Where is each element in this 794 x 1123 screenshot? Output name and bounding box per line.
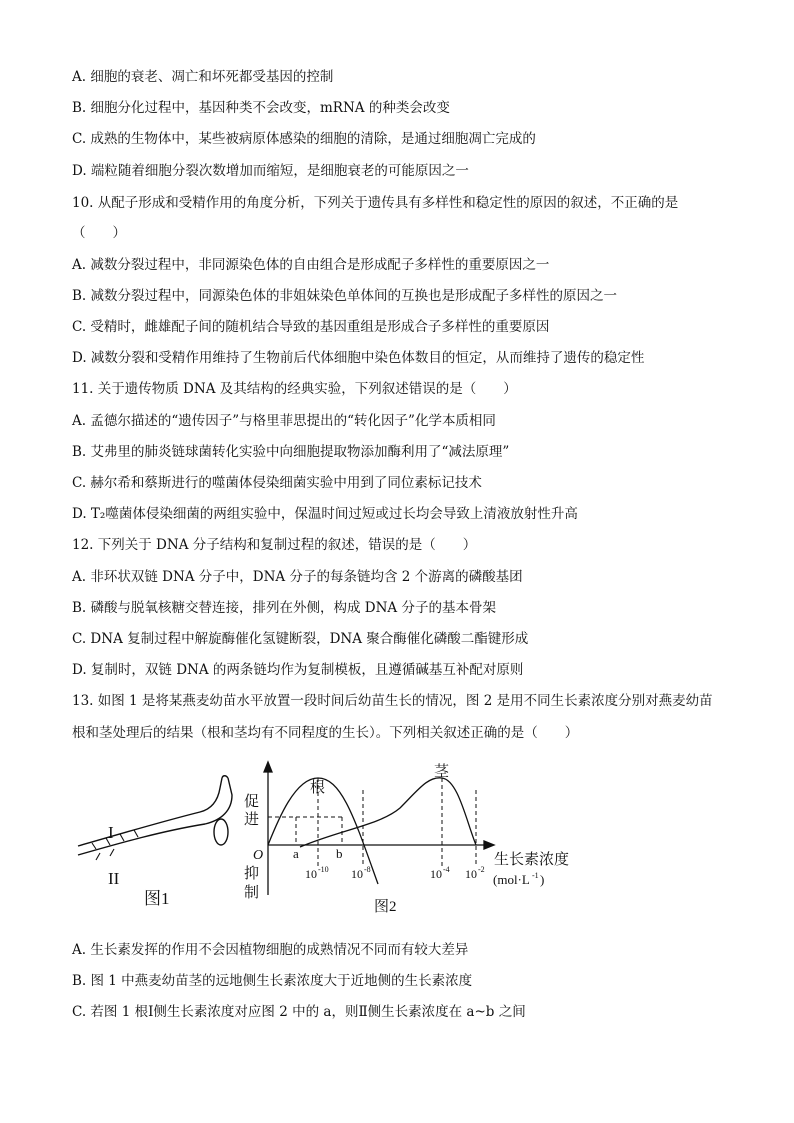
fig1-label-II: II — [108, 869, 120, 888]
root-hairs — [92, 830, 138, 860]
option-line: C. 若图 1 根Ⅰ侧生长素浓度对应图 2 中的 a，则Ⅱ侧生长素浓度在 a~b 之间 — [72, 1004, 526, 1020]
svg-text:-2: -2 — [478, 865, 485, 874]
svg-text:10: 10 — [351, 867, 363, 881]
svg-text:(mol·L: (mol·L — [493, 872, 530, 887]
promote-label-1: 促 — [244, 794, 260, 810]
origin-label: O — [253, 848, 264, 863]
text-line: D. T₂噬菌体侵染细菌的两组实验中，保温时间过短或过长均会导致上清液放射性升高 — [72, 506, 578, 522]
text-line: C. 成熟的生物体中，某些被病原体感染的细胞的清除，是通过细胞凋亡完成的 — [72, 131, 536, 147]
figure-2 — [264, 762, 494, 895]
tick-label-2 — [351, 865, 371, 881]
option-line: B. 图 1 中燕麦幼苗茎的远地侧生长素浓度大于近地侧的生长素浓度 — [72, 973, 473, 989]
seedling-stem-lower — [78, 778, 232, 855]
stem-curve — [300, 778, 476, 847]
svg-text:10: 10 — [465, 867, 477, 881]
text-line: 13. 如图 1 是将某燕麦幼苗水平放置一段时间后幼苗生长的情况，图 2 是用不同生长素浓度分别对燕麦幼苗 — [72, 693, 713, 709]
svg-text:-4: -4 — [443, 865, 450, 874]
text-line: 11. 关于遗传物质 DNA 及其结构的经典实验，下列叙述错误的是（ ） — [72, 381, 517, 397]
option-line: A. 生长素发挥的作用不会因植物细胞的成熟情况不同而有较大差异 — [72, 942, 469, 958]
fig1-caption: 图1 — [144, 889, 170, 908]
text-line: 10. 从配子形成和受精作用的角度分析，下列关于遗传具有多样性和稳定性的原因的叙述，不正确的是 — [72, 195, 679, 211]
text-line: （ ） — [72, 225, 126, 241]
fig2-caption: 图2 — [374, 899, 397, 915]
svg-text:): ) — [540, 872, 545, 887]
text-line: 12. 下列关于 DNA 分子结构和复制过程的叙述，错误的是（ ） — [72, 537, 477, 553]
svg-text:10: 10 — [305, 867, 317, 881]
root-curve — [268, 778, 378, 884]
svg-text:-1: -1 — [532, 871, 539, 880]
text-line: B. 细胞分化过程中，基因种类不会改变，mRNA 的种类会改变 — [72, 100, 450, 116]
svg-text:-10: -10 — [318, 865, 329, 874]
text-line: B. 艾弗里的肺炎链球菌转化实验中向细胞提取物添加酶利用了“减法原理” — [72, 444, 510, 460]
fig1-label-I: I — [108, 823, 114, 842]
inhibit-label-2: 制 — [244, 885, 260, 901]
text-line: B. 磷酸与脱氧核糖交替连接，排列在外侧，构成 DNA 分子的基本骨架 — [72, 600, 496, 616]
text-line: D. 端粒随着细胞分裂次数增加而缩短，是细胞衰老的可能原因之一 — [72, 163, 469, 179]
text-line: B. 减数分裂过程中，同源染色体的非姐妹染色单体间的互换也是形成配子多样性的原因之一 — [72, 288, 618, 304]
tick-label-3 — [430, 865, 450, 881]
point-b-label: b — [336, 846, 343, 861]
x-axis-label: 生长素浓度 — [494, 852, 570, 868]
seedling-stem-upper — [78, 778, 222, 846]
y-axis-arrow — [264, 762, 272, 772]
tick-label-4 — [465, 865, 485, 881]
x-axis-unit — [493, 871, 544, 887]
text-line: C. DNA 复制过程中解旋酶催化氢键断裂，DNA 聚合酶催化磷酸二酯键形成 — [72, 631, 529, 647]
tick-label-1 — [305, 865, 329, 881]
seedling-tip — [222, 776, 228, 778]
inhibit-label-1: 抑 — [244, 866, 260, 882]
text-line: A. 减数分裂过程中，非同源染色体的自由组合是形成配子多样性的重要原因之一 — [72, 257, 550, 273]
text-line: 根和茎处理后的结果（根和茎均有不同程度的生长）。下列相关叙述正确的是（ ） — [72, 725, 579, 741]
seed — [214, 819, 228, 845]
text-line: C. 赫尔希和蔡斯进行的噬菌体侵染细菌实验中用到了同位素标记技术 — [72, 475, 482, 491]
stem-label: 茎 — [434, 764, 450, 780]
figure-1 — [78, 776, 232, 860]
text-line: A. 细胞的衰老、凋亡和坏死都受基因的控制 — [72, 69, 334, 85]
text-line: C. 受精时，雌雄配子间的随机结合导致的基因重组是形成合子多样性的重要原因 — [72, 319, 550, 335]
point-a-label: a — [293, 846, 299, 861]
svg-text:10: 10 — [430, 867, 442, 881]
x-axis-arrow — [484, 841, 494, 849]
dashed-guides — [268, 778, 476, 866]
svg-text:-8: -8 — [364, 865, 371, 874]
promote-label-2: 进 — [244, 812, 260, 828]
text-line: A. 孟德尔描述的“遗传因子”与格里菲思提出的“转化因子”化学本质相同 — [72, 413, 496, 429]
text-line: A. 非环状双链 DNA 分子中，DNA 分子的每条链均含 2 个游离的磷酸基团 — [72, 569, 523, 585]
text-line: D. 复制时，双链 DNA 的两条链均作为复制模板，且遵循碱基互补配对原则 — [72, 662, 524, 678]
root-label: 根 — [310, 780, 326, 796]
text-line: D. 减数分裂和受精作用维持了生物前后代体细胞中染色体数目的恒定，从而维持了遗传的稳定性 — [72, 350, 645, 366]
